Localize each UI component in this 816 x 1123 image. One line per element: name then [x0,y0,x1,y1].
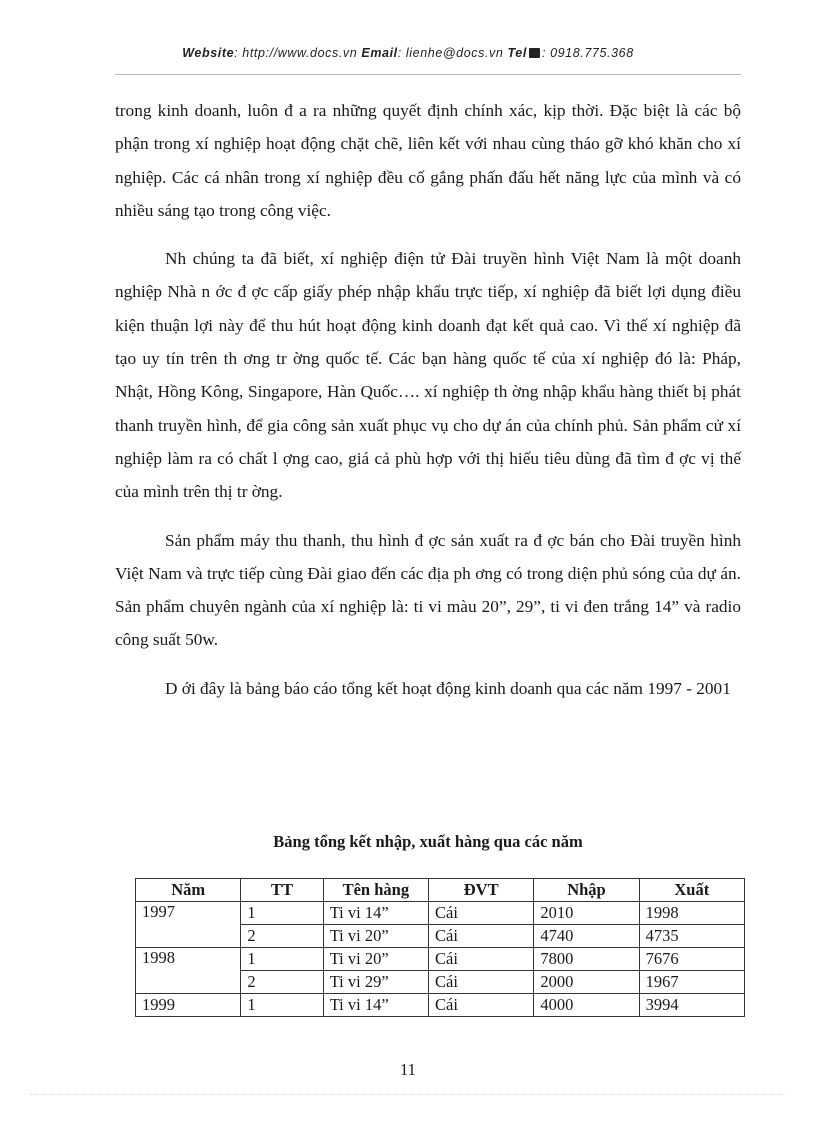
name-cell: Ti vi 14” [323,902,428,925]
body-text [115,94,741,720]
header-cell: Năm [136,879,241,902]
table-header-row [136,879,745,902]
phone-icon [529,48,540,58]
import-cell: 7800 [534,948,639,971]
tt-cell: 1 [241,994,323,1017]
summary-table [135,878,745,1017]
website-value: : http://www.docs.vn [234,46,358,60]
name-cell: Ti vi 20” [323,925,428,948]
email-label: Email [361,46,398,60]
header-divider [115,74,741,75]
header-cell: TT [241,879,323,902]
header-cell: Xuất [639,879,744,902]
import-cell: 4000 [534,994,639,1017]
footer-divider [30,1094,786,1095]
table-row [136,948,745,971]
unit-cell: Cái [429,925,534,948]
tt-cell: 1 [241,948,323,971]
export-cell: 1967 [639,971,744,994]
unit-cell: Cái [429,994,534,1017]
export-cell: 3994 [639,994,744,1017]
name-cell: Ti vi 29” [323,971,428,994]
header-cell: ĐVT [429,879,534,902]
header-cell: Nhập [534,879,639,902]
paragraph: Nh chúng ta đã biết, xí nghiệp điện tử Đài truyền hình Việt Nam là một doanh nghiệp Nhà n ớc đ ợc cấp giấy phép nhập khẩu trực tiếp, xí nghiệp đã biết lợi dụng điều kiện thuận lợi này để thu hút hoạt động kinh doanh đạt kết quả cao. Vì thế xí nghiệp đã tạo uy tín trên th ơng tr ờng quốc tế. Các bạn hàng quốc tế của xí nghiệp đó là: Pháp, Nhật, Hồng Kông, Singapore, Hàn Quốc…. xí nghiệp th ờng nhập khẩu hàng thiết bị phát thanh truyền hình, để gia công sản xuất phục vụ cho dự án của chính phủ. Sản phẩm cử xí nghiệp làm ra có chất l ợng cao, giá cả phù hợp với thị hiếu tiêu dùng đã tìm đ ợc vị thế của mình trên thị tr ờng. [115,249,741,502]
table-row [136,994,745,1017]
page-number: 11 [400,1060,416,1079]
year-cell: 1998 [136,948,241,994]
table-caption: Bảng tổng kết nhập, xuất hàng qua các năm [273,832,583,851]
year-cell: 1997 [136,902,241,948]
page-header [0,46,816,60]
tt-cell: 2 [241,925,323,948]
paragraph: trong kinh doanh, luôn đ a ra những quyết định chính xác, kịp thời. Đặc biệt là các bộ phận trong xí nghiệp hoạt động chặt chẽ, liên kết với nhau cùng tháo gỡ khó khăn cho xí nghiệp. Các cá nhân trong xí nghiệp đều cố gắng phấn đấu hết năng lực của mình và có nhiều sáng tạo trong công việc. [115,101,741,220]
tt-cell: 1 [241,902,323,925]
paragraph: D ới đây là bảng báo cáo tổng kết hoạt động kinh doanh qua các năm 1997 - 2001 [165,678,731,698]
unit-cell: Cái [429,971,534,994]
import-cell: 4740 [534,925,639,948]
email-value: : lienhe@docs.vn [397,46,504,60]
table-row [136,902,745,925]
year-cell: 1999 [136,994,241,1017]
tel-value: : 0918.775.368 [541,46,634,60]
export-cell: 7676 [639,948,744,971]
website-label: Website [182,46,235,60]
import-cell: 2000 [534,971,639,994]
unit-cell: Cái [429,948,534,971]
export-cell: 4735 [639,925,744,948]
tel-label: Tel [507,46,527,60]
unit-cell: Cái [429,902,534,925]
import-cell: 2010 [534,902,639,925]
paragraph: Sản phẩm máy thu thanh, thu hình đ ợc sản xuất ra đ ợc bán cho Đài truyền hình Việt Nam và trực tiếp cùng Đài giao đến các địa ph ơng có trong diện phủ sóng của dự án. Sản phẩm chuyên ngành của xí nghiệp là: ti vi màu 20”, 29”, ti vi đen trắng 14” và radio công suất 50w. [115,530,741,650]
header-cell: Tên hàng [323,879,428,902]
name-cell: Ti vi 14” [323,994,428,1017]
name-cell: Ti vi 20” [323,948,428,971]
export-cell: 1998 [639,902,744,925]
tt-cell: 2 [241,971,323,994]
